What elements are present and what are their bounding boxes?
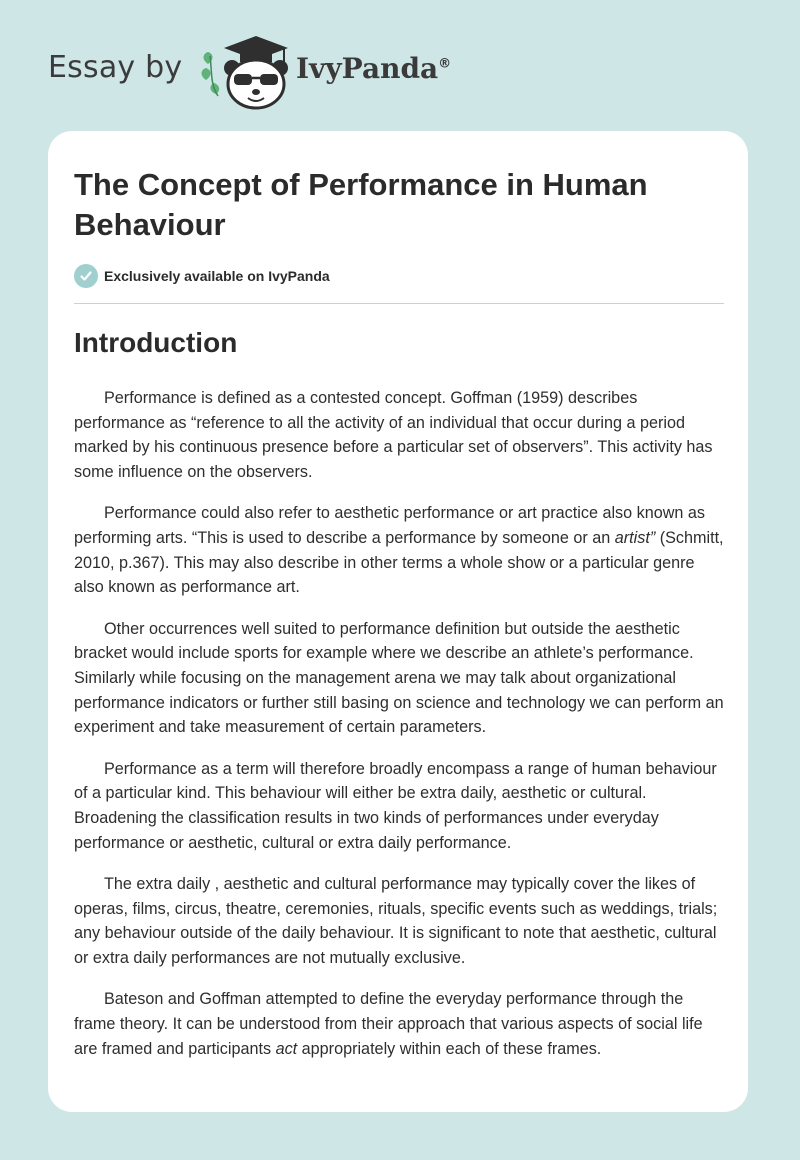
- registered-mark: ®: [438, 56, 452, 72]
- check-circle-icon: [74, 264, 98, 288]
- panda-logo-icon[interactable]: [200, 34, 292, 110]
- exclusive-badge: [74, 263, 330, 289]
- paragraph-4: Performance as a term will therefore broadly encompass a range of human behaviour of a particular kind. This behaviour will either be extra daily, aesthetic or cultural. Broadening the classification results in two kinds of performances under everyday performance or aesthetic, cultural or extra daily performance.: [74, 759, 717, 852]
- essay-by-label: Essay by: [48, 50, 183, 85]
- essay-body: [74, 386, 726, 1078]
- site-header: [0, 0, 800, 130]
- paragraph-2: Performance could also refer to aesthetic performance or art practice also known as performing arts. “This is used to describe a performance by someone or an artist” (Schmitt, 2010, p.367). This may also describe in other terms a whole show or a particular genre also known as performance art.: [74, 504, 724, 597]
- paragraph-3: Other occurrences well suited to performance definition but outside the aesthetic bracket would include sports for example where we describe an athlete’s performance. Similarly while focusing on the management arena we may talk about organizational performance indicators or further still basing on science and technology we can perform an experiment and take measurement of certain parameters.: [74, 619, 724, 737]
- essay-card: [48, 131, 748, 1112]
- paragraph-1: Performance is defined as a contested concept. Goffman (1959) describes performance as “reference to all the activity of an individual that occur during a period marked by his continuous presence before a particular set of observers”. This activity has some influence on the observers.: [74, 389, 713, 481]
- section-heading: Introduction: [74, 327, 238, 358]
- divider: [74, 303, 724, 304]
- exclusive-label: Exclusively available on IvyPanda: [104, 268, 330, 284]
- emphasis-artist: artist”: [614, 528, 656, 547]
- brand-name[interactable]: IvyPanda®: [296, 52, 452, 85]
- paragraph-5: The extra daily , aesthetic and cultural performance may typically cover the likes of operas, films, circus, theatre, ceremonies, rituals, specific events such as weddings, trials; any behaviour outside of the daily behaviour. It is significant to note that aesthetic, cultural or extra daily performances are not mutually exclusive.: [74, 875, 718, 967]
- emphasis-act: act: [275, 1039, 298, 1058]
- paragraph-6: Bateson and Goffman attempted to define the everyday performance through the frame theory. It can be understood from their approach that various aspects of social life are framed and participants act appropriately within each of these frames.: [74, 990, 703, 1058]
- page-title: The Concept of Performance in Human Behaviour: [74, 167, 648, 242]
